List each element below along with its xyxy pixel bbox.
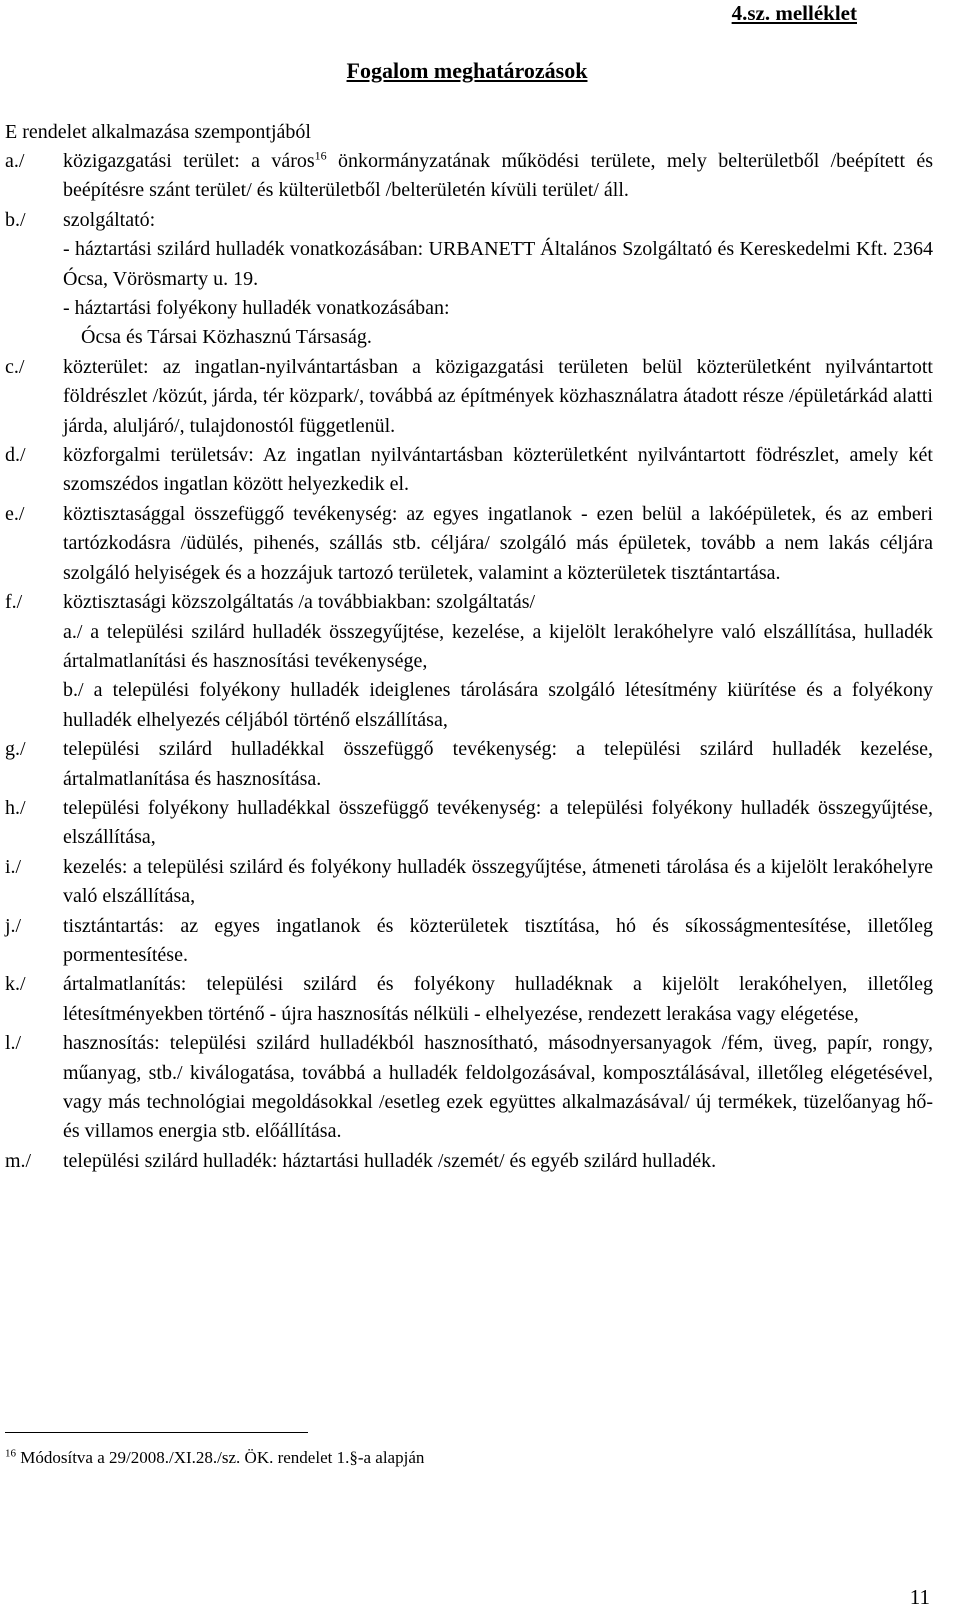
definition-k xyxy=(5,970,933,1029)
definition-text xyxy=(63,588,933,735)
definition-g xyxy=(5,735,933,794)
definition-b xyxy=(5,206,933,353)
definition-j xyxy=(5,912,933,971)
definition-c xyxy=(5,353,933,441)
definition-text: települési szilárd hulladékkal összefüggő tevékenység: a települési szilárd hulladék kezelése, ártalmatlanítása és hasznosítása. xyxy=(63,738,933,790)
definition-text: települési szilárd hulladék: háztartási hulladék /szemét/ és egyéb szilárd hulladék. xyxy=(63,1149,717,1172)
definition-h xyxy=(5,794,933,853)
definition-text: tisztántartás: az egyes ingatlanok és közterületek tisztítása, hó és síkosságmentesítése, illetőleg pormentesítése. xyxy=(63,914,933,966)
footnote-reference: 16 xyxy=(314,148,327,163)
definition-line: - háztartási folyékony hulladék vonatkozásában: xyxy=(63,297,450,320)
definition-line: - háztartási szilárd hulladék vonatkozásában: URBANETT Általános Szolgáltató és Kereskedelmi Kft. 2364 Ócsa, Vörösmarty u. 19. xyxy=(63,238,933,290)
definition-text: települési folyékony hulladékkal összefüggő tevékenység: a települési folyékony hulladék összegyűjtése, elszállítása, xyxy=(63,796,933,849)
page-number: 11 xyxy=(909,1585,930,1609)
definition-e xyxy=(5,500,933,588)
definition-text: kezelés: a települési szilárd és folyékony hulladék összegyűjtése, átmeneti tárolása és a kijelölt lerakóhelyre való elszállítása, xyxy=(63,855,933,908)
definition-subitem: a./ a települési szilárd hulladék összegyűjtése, kezelése, a kijelölt lerakóhelyre való elszállítása, hulladék ártalmatlanítási és hasznosítási tevékenysége, xyxy=(63,620,933,672)
definition-text: közigazgatási terület: a város$^{16}$ önkormányzatának működési területe, mely belterületből /beépített és beépítésre szánt terület/ és külterületből /belterületén kívüli terület/ áll. xyxy=(63,148,933,202)
definition-letter: l./ xyxy=(5,1032,22,1055)
definition-letter: k./ xyxy=(5,973,26,996)
definition-letter: h./ xyxy=(5,796,26,819)
definition-letter: f./ xyxy=(5,591,23,614)
definition-f xyxy=(5,588,933,735)
footnote-text: Módosítva a 29/2008./XI.28./sz. ÖK. rendelet 1.§-a alapján xyxy=(16,1448,425,1467)
definition-text: közforgalmi területsáv: Az ingatlan nyilvántartásban közterületként nyilvántartott födrészlet, amely két szomszédos ingatlan között helyezkedik el. xyxy=(63,444,933,496)
definition-i xyxy=(5,853,933,912)
definition-line: Ócsa és Társai Közhasznú Társaság. xyxy=(81,326,372,349)
definition-subitem: b./ a települési folyékony hulladék ideiglenes tárolására szolgáló létesítmény kiürítése és a folyékony hulladék elhelyezés céljából történő elszállítása, xyxy=(63,679,933,731)
definition-d xyxy=(5,441,933,500)
definitions-list xyxy=(5,147,933,1176)
definition-letter: c./ xyxy=(5,355,25,378)
definition-text: ártalmatlanítás: települési szilárd és folyékony hulladéknak a kijelölt lerakóhelyen, illetőleg létesítményekben történő - újra hasznosítás nélküli - elhelyezése, rendezett lerakása vagy elégetése, xyxy=(63,973,933,1025)
definition-letter: g./ xyxy=(5,738,26,761)
footnote-number: 16 xyxy=(5,1447,16,1460)
definition-text: közterület: az ingatlan-nyilvántartásban a közigazgatási területen belül közterületként nyilvántartott földrészlet /közút, járda, tér közpark/, továbbá az építmények közhasználatra átadott része /épületárkád alatti járda, aluljáró/, tulajdonostól függetlenül. xyxy=(63,355,933,437)
definition-letter: a./ xyxy=(5,150,25,172)
definition-text: köztisztasággal összefüggő tevékenység: az egyes ingatlanok - ezen belül a lakóépületek, és az emberi tartózkodásra /üdülés, pihenés, szállás stb. céljára/ szolgáló más épületek, tovább a nem lakás céljára szolgáló helyiségek és a hozzájuk tartozó területek, valamint a közterületek tisztántartása. xyxy=(63,502,933,584)
footnote xyxy=(5,1446,424,1470)
definition-letter: e./ xyxy=(5,502,25,525)
definition-letter: d./ xyxy=(5,444,26,467)
definition-letter: j./ xyxy=(5,914,22,937)
definition-l xyxy=(5,1029,933,1147)
definition-heading: köztisztasági közszolgáltatás /a továbbiakban: szolgáltatás/ xyxy=(63,591,536,614)
definition-letter: i./ xyxy=(5,855,22,878)
definition-letter: b./ xyxy=(5,208,26,231)
page-title: Fogalom meghatározások xyxy=(346,58,588,83)
intro-text: E rendelet alkalmazása szempontjából xyxy=(5,121,311,143)
definition-heading: szolgáltató: xyxy=(63,208,156,231)
definition-m xyxy=(5,1147,933,1176)
annex-label: 4.sz. melléklet xyxy=(731,1,857,25)
definition-text xyxy=(63,206,933,353)
definition-a xyxy=(5,147,933,206)
footnote-separator xyxy=(5,1432,308,1433)
definition-text: hasznosítás: települési szilárd hulladékból hasznosítható, másodnyersanyagok /fém, üveg, papír, rongy, műanyag, stb./ kiválogatása, továbbá a hulladék feldolgozásával, komposztálásával, illetőleg elégetésével, vagy más technológiai megoldásokkal /esetleg ezek együttes alkalmazásával/ új termékek, tüzelőanyag hő- és villamos energia stb. előállítása. xyxy=(63,1032,933,1143)
definition-letter: m./ xyxy=(5,1149,32,1172)
